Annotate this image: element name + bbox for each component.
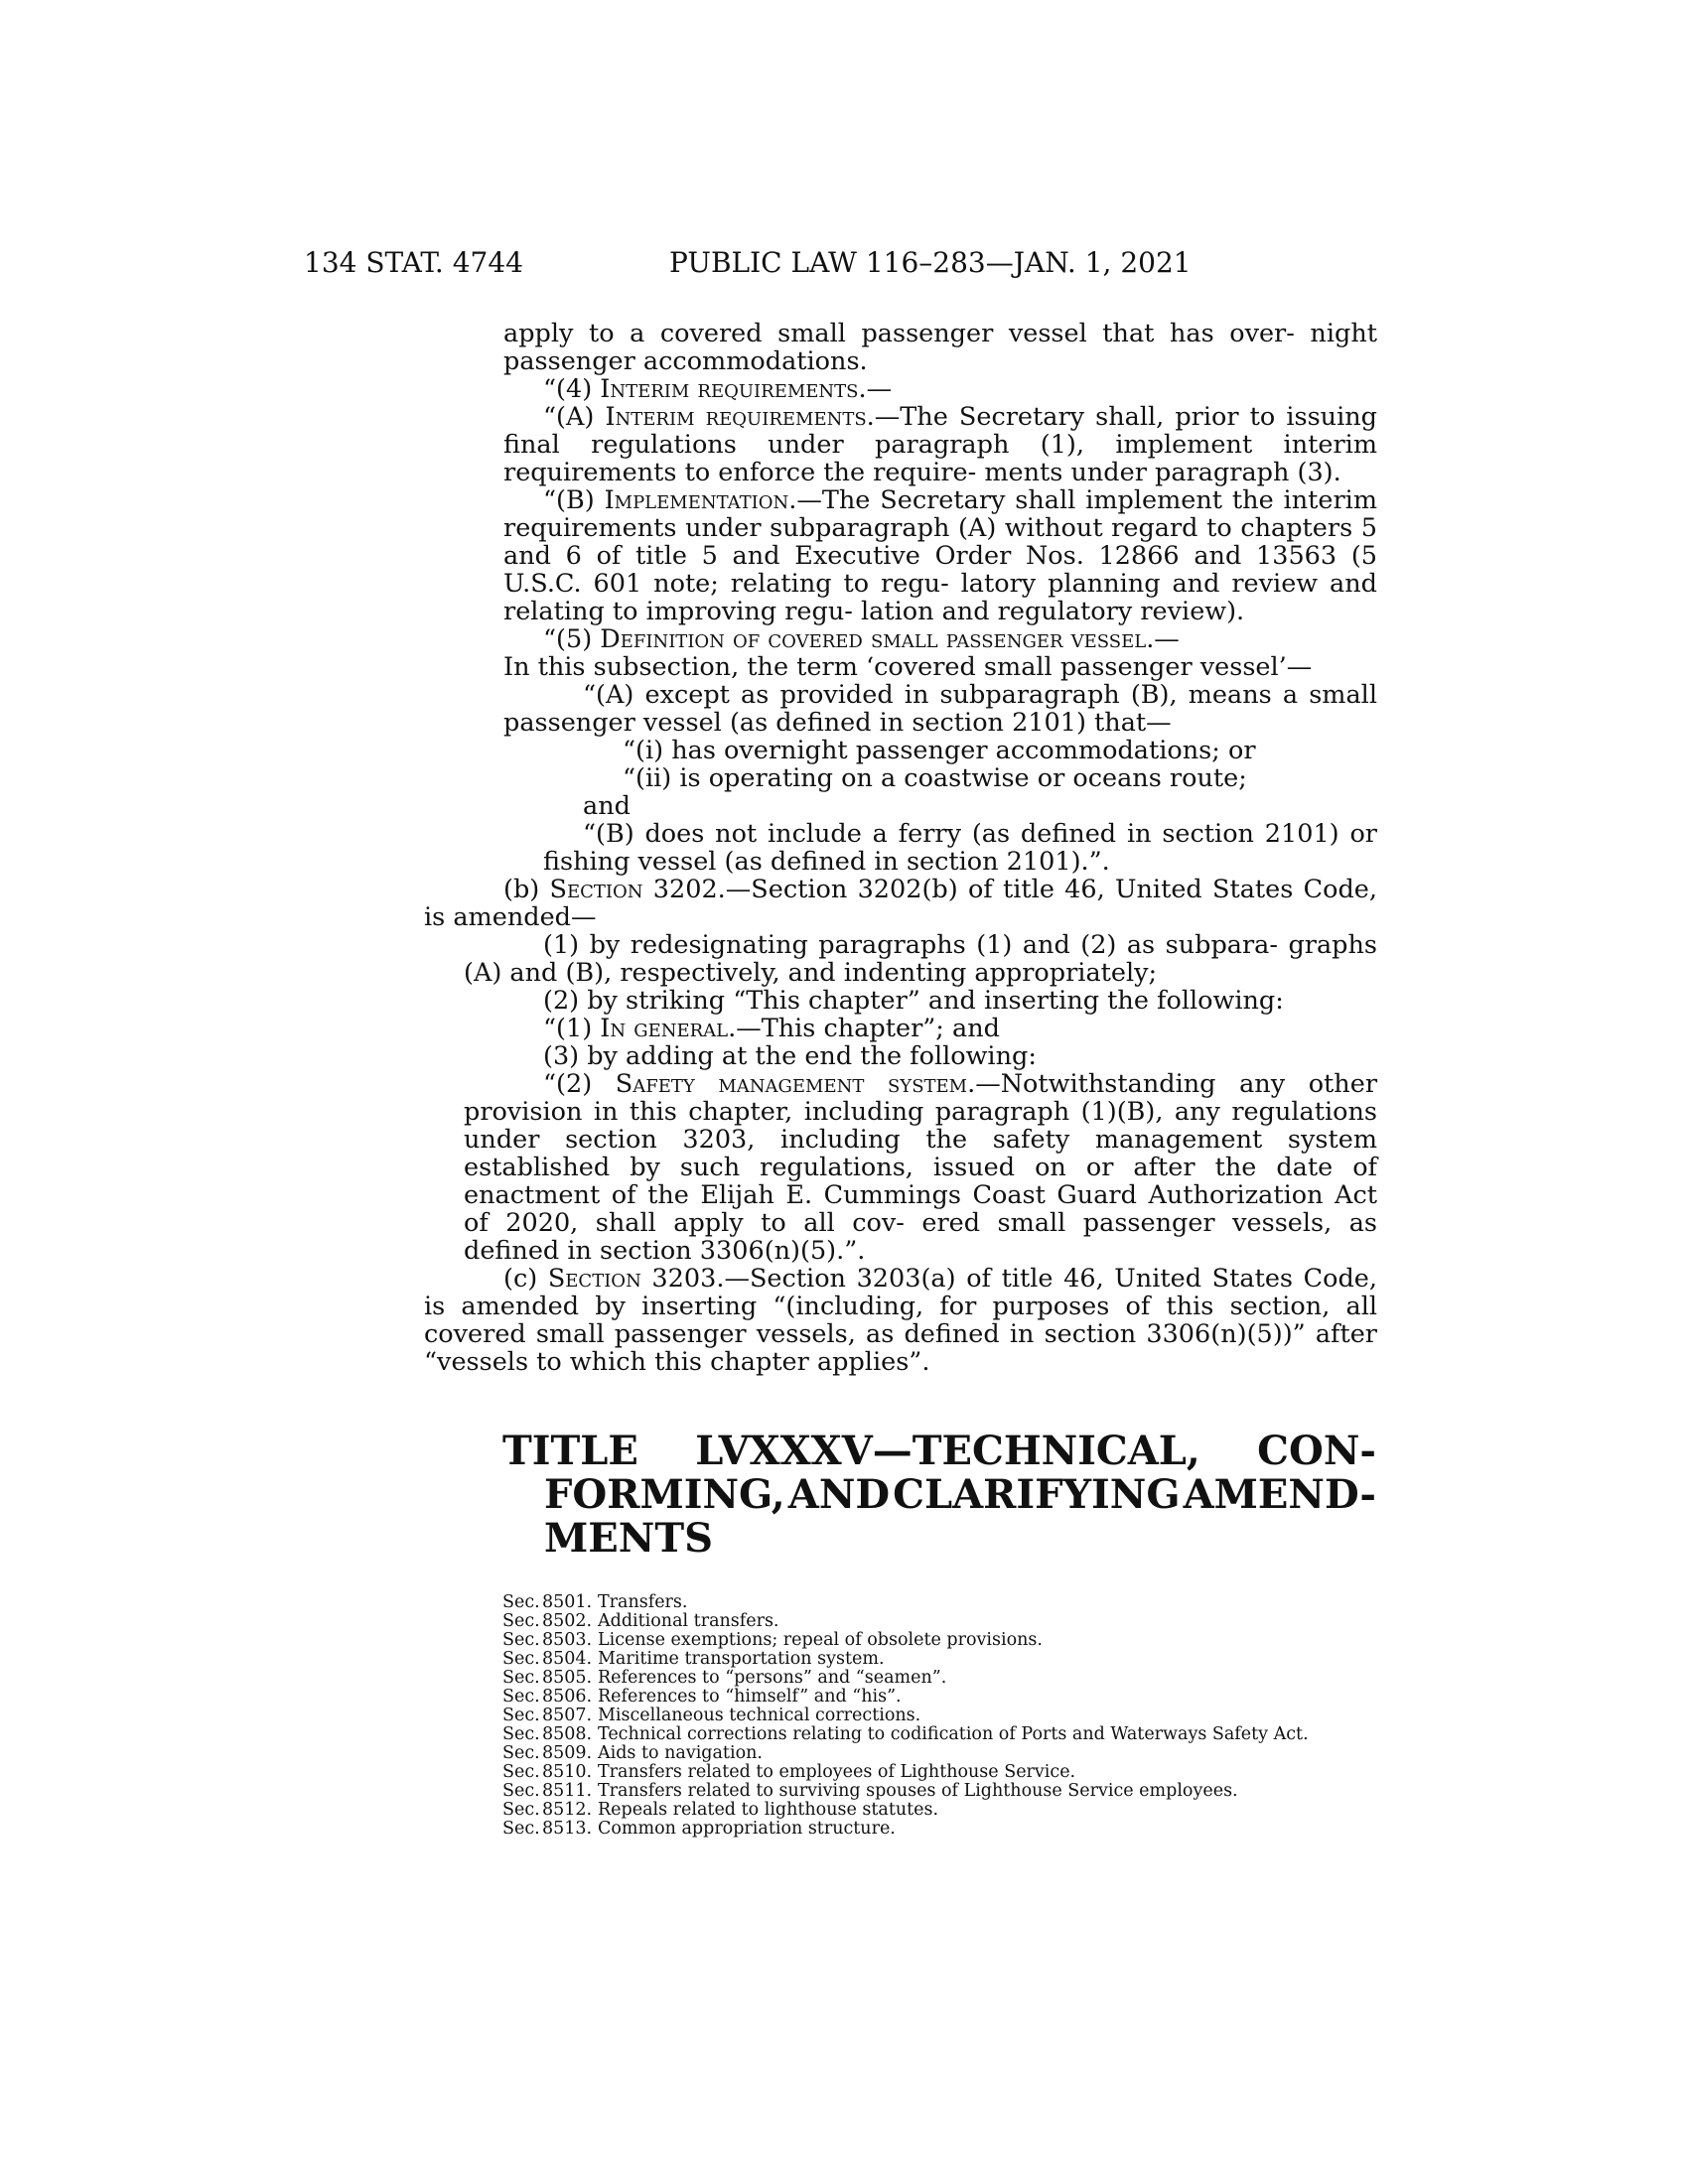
toc-entry: Sec. 8503. License exemptions; repeal of obsolete provisions. <box>502 1630 1043 1650</box>
statute-page-number: 134 STAT. 4744 <box>304 246 523 279</box>
paragraph: “(2) Safety management system.—Notwithstanding any other provision in this chapter, including paragraph (1)(B), any regulations under section 3203, including the safety management system established by such regulations, issued on or after the date of enactment of the Elijah E. Cummings Coast Guard Authorization Act of 2020, shall apply to all cov- ered small passenger vessels, as defined in section 3306(n)(5).”. <box>464 1069 1378 1266</box>
toc-entry: Sec. 8505. References to “persons” and “seamen”. <box>502 1668 947 1688</box>
public-law-citation: PUBLIC LAW 116–283—JAN. 1, 2021 <box>669 246 1192 279</box>
toc-entry: Sec. 8504. Maritime transportation system. <box>502 1649 885 1669</box>
toc-entry: Sec. 8507. Miscellaneous technical corrections. <box>502 1706 921 1725</box>
table-of-contents <box>502 1593 1376 1839</box>
paragraph: apply to a covered small passenger vessel that has over- night passenger accommodations. <box>503 319 1377 376</box>
paragraph: (b) Section 3202.—Section 3202(b) of title 46, United States Code, is amended— <box>424 875 1377 932</box>
paragraph: “(1) In general.—This chapter”; and <box>543 1014 1000 1043</box>
paragraph: “(i) has overnight passenger accommodations; or <box>623 736 1256 765</box>
paragraph: “(B) does not include a ferry (as defined in section 2101) or fishing vessel (as defined in section 2101).”. <box>543 819 1377 877</box>
toc-entry: Sec. 8508. Technical corrections relating to codification of Ports and Waterways Safety Act. <box>502 1724 1309 1744</box>
toc-entry: Sec. 8513. Common appropriation structure. <box>502 1819 896 1839</box>
statute-body <box>424 319 1378 1377</box>
paragraph: (2) by striking “This chapter” and inserting the following: <box>543 986 1284 1016</box>
paragraph: “(B) Implementation.—The Secretary shall implement the interim requirements under subparagraph (A) without regard to chapters 5 and 6 of title 5 and Executive Order Nos. 12866 and 13563 (5 U.S.C. 601 note; relating to regu- latory planning and review and relating to improving regu- lation and regulatory review). <box>503 485 1378 626</box>
paragraph: (c) Section 3203.—Section 3203(a) of title 46, United States Code, is amended by inserting “(including, for purposes of this section, all covered small passenger vessels, as defined in section 3306(n)(5))” after “vessels to which this chapter applies”. <box>424 1264 1377 1377</box>
paragraph: “(A) Interim requirements.—The Secretary shall, prior to issuing final regulations under paragraph (1), implement interim requirements to enforce the require- ments under paragraph (3). <box>503 402 1377 487</box>
toc-entry: Sec. 8511. Transfers related to surviving spouses of Lighthouse Service employees. <box>502 1781 1238 1801</box>
paragraph: “(ii) is operating on a coastwise or oceans route; <box>623 763 1247 793</box>
paragraph: (3) by adding at the end the following: <box>543 1041 1037 1071</box>
paragraph: and <box>583 791 631 821</box>
title-heading: TITLE LVXXXV—TECHNICAL, CON- FORMING, AND CLARIFYING AMEND- MENTS <box>502 1428 1376 1562</box>
toc-entry: Sec. 8506. References to “himself” and “his”. <box>502 1687 902 1706</box>
paragraph: In this subsection, the term ‘covered small passenger vessel’— <box>503 652 1313 682</box>
paragraph: (1) by redesignating paragraphs (1) and (2) as subpara- graphs (A) and (B), respectively, and indenting appropriately; <box>464 930 1377 988</box>
toc-entry: Sec. 8502. Additional transfers. <box>502 1611 779 1631</box>
paragraph: “(5) Definition of covered small passenger vessel.— <box>543 624 1180 654</box>
paragraph: “(4) Interim requirements.— <box>543 374 893 404</box>
paragraph: “(A) except as provided in subparagraph (B), means a small passenger vessel (as defined in section 2101) that— <box>503 680 1377 738</box>
page-header <box>304 246 1476 286</box>
toc-entry: Sec. 8509. Aids to navigation. <box>502 1743 763 1763</box>
toc-entry: Sec. 8510. Transfers related to employees of Lighthouse Service. <box>502 1762 1076 1782</box>
toc-entry: Sec. 8501. Transfers. <box>502 1592 688 1612</box>
toc-entry: Sec. 8512. Repeals related to lighthouse statutes. <box>502 1800 939 1820</box>
